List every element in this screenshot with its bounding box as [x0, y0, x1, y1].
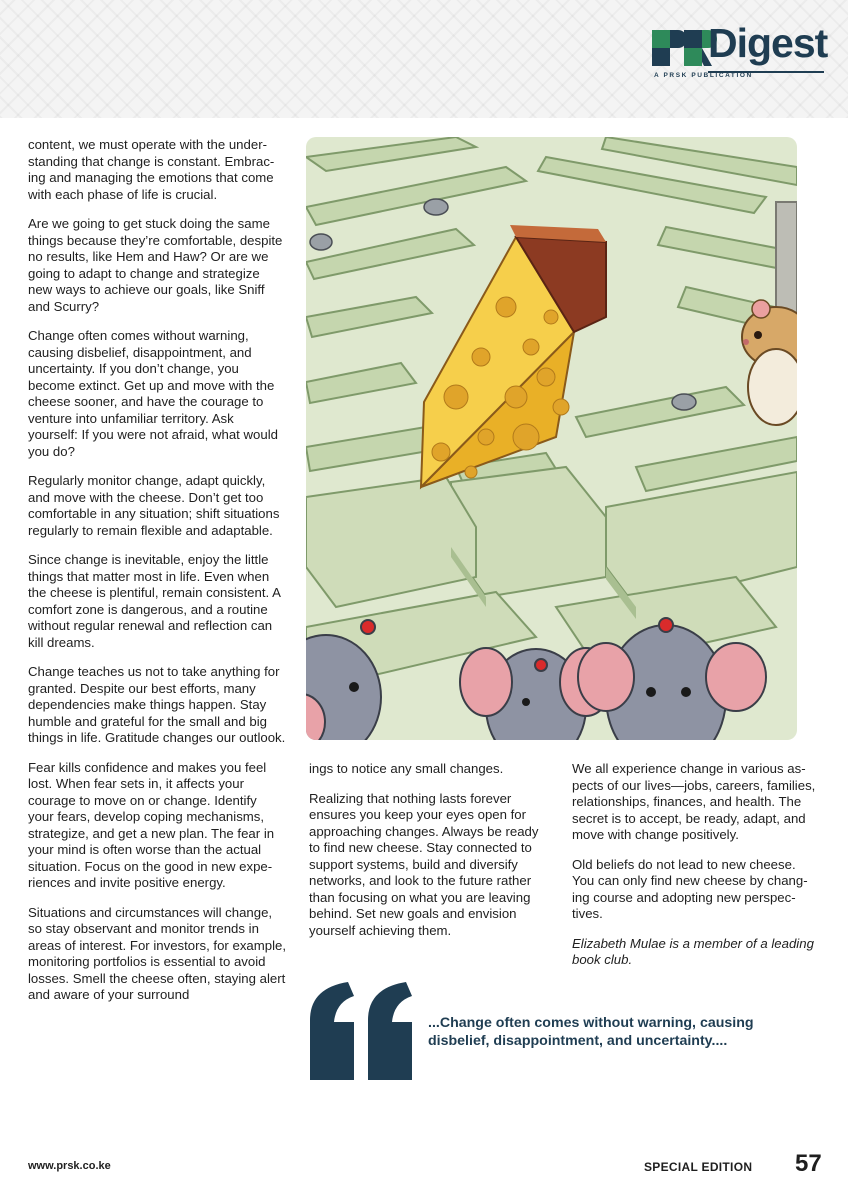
- paragraph: Situations and circumstances will change, so stay observant and monitor trends in areas of interest. For investors, for example, monitoring portfolios is essential to avoid losses. Smell the cheese often, staying alert and aware of your surround: [28, 904, 286, 1002]
- pr-digest-logo[interactable]: [652, 20, 828, 84]
- paragraph: Are we going to get stuck doing the same things because they’re comfortable, despite no results, like Hem and Haw? Or are we going to adapt to change and strategize new ways to achieve our goals, like Sniff and Scurry?: [28, 216, 283, 314]
- paragraph: ings to notice any small changes.: [309, 761, 504, 776]
- pull-quote: ...Change often comes without warning, causing disbelief, disappointment, and uncertainty....: [428, 1015, 754, 1049]
- paragraph: content, we must operate with the understanding that change is constant. Embracing and managing the emotions that come with each phase of life is crucial.: [28, 137, 275, 202]
- paragraph: Realizing that nothing lasts forever ensures you keep your eyes open for approaching changes. Always be ready to find new cheese. Stay connected to support systems, build and diversify networks, and look to the future rather than focusing on what you are leaving behind. Set new goals and envision yourself achieving them.: [309, 790, 539, 938]
- paragraph: Old beliefs do not lead to new cheese. You can only find new cheese by changing course and adopting new perspectives.: [572, 856, 808, 921]
- paragraph: We all experience change in various aspects of our lives—jobs, careers, families, relationships, finances, and health. The secret is to accept, be ready, adapt, and move with change positively.: [572, 761, 816, 842]
- paragraph: Fear kills confidence and makes you feel lost. When fear sets in, it affects your courage to move on or change. Identify your fears, develop coping mechanisms, strategize, and get a new plan. The fear in your mind is often worse than the actual situation. Focus on the good in new experiences and invite positive energy.: [28, 759, 275, 890]
- logo-word: Digest: [708, 20, 828, 66]
- article-column-2: [309, 761, 541, 952]
- footer-edition-label: SPECIAL EDITION: [644, 1160, 753, 1174]
- paragraph: Change often comes without warning, causing disbelief, disappointment, and uncertainty. If you don’t change, you become extinct. Get up and move with the cheese sooner, and have the courage to venture into unfamiliar territory. Ask yourself: If you were not afraid, what would you do?: [28, 328, 278, 459]
- paragraph: Change teaches us not to take anything for granted. Despite our best efforts, many dependencies make things happen. Stay humble and grateful for the small and big things in life. Gratitude changes our outlook.: [28, 664, 286, 745]
- maze-illustration-icon: [306, 137, 797, 740]
- paragraph: Regularly monitor change, adapt quickly, and move with the cheese. Don’t get too comfortable in any situation; shift situations regularly to remain flexible and adaptable.: [28, 473, 280, 538]
- page-number: 57: [795, 1150, 822, 1177]
- article-column-3: [572, 761, 818, 982]
- author-credit: Elizabeth Mulae is a member of a leading book club.: [572, 935, 814, 967]
- paragraph: Since change is inevitable, enjoy the little things that matter most in life. Even when the cheese is plentiful, remain consistent. A comfort zone is dangerous, and a routine without regular renewal and reflection can kill dreams.: [28, 552, 281, 650]
- quote-mark-icon: [308, 982, 416, 1080]
- footer-website-link[interactable]: www.prsk.co.ke: [28, 1160, 111, 1172]
- logo-tagline: A PRSK PUBLICATION: [654, 72, 753, 79]
- article-column-1: [28, 137, 286, 1017]
- maze-cheese-illustration: [306, 137, 797, 740]
